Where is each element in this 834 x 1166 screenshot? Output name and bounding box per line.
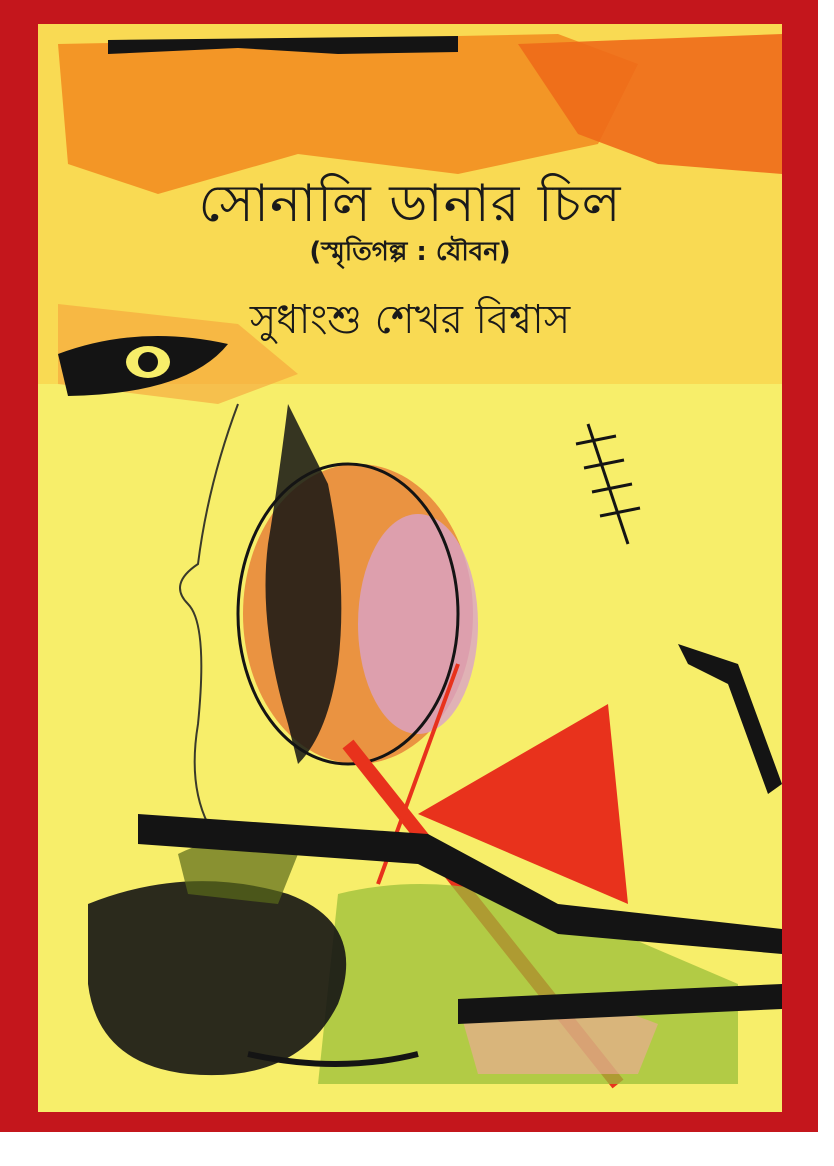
cover-artwork xyxy=(38,24,782,1112)
eye-pupil xyxy=(138,352,158,372)
abstract-painting xyxy=(38,24,782,1112)
pink-patch xyxy=(358,514,478,734)
book-subtitle: (স্মৃতিগল্প : যৌবন) xyxy=(309,237,511,267)
book-author: সুধাংশু শেখর বিশ্বাস xyxy=(249,297,571,343)
book-title: সোনালি ডানার চিল xyxy=(198,174,622,234)
